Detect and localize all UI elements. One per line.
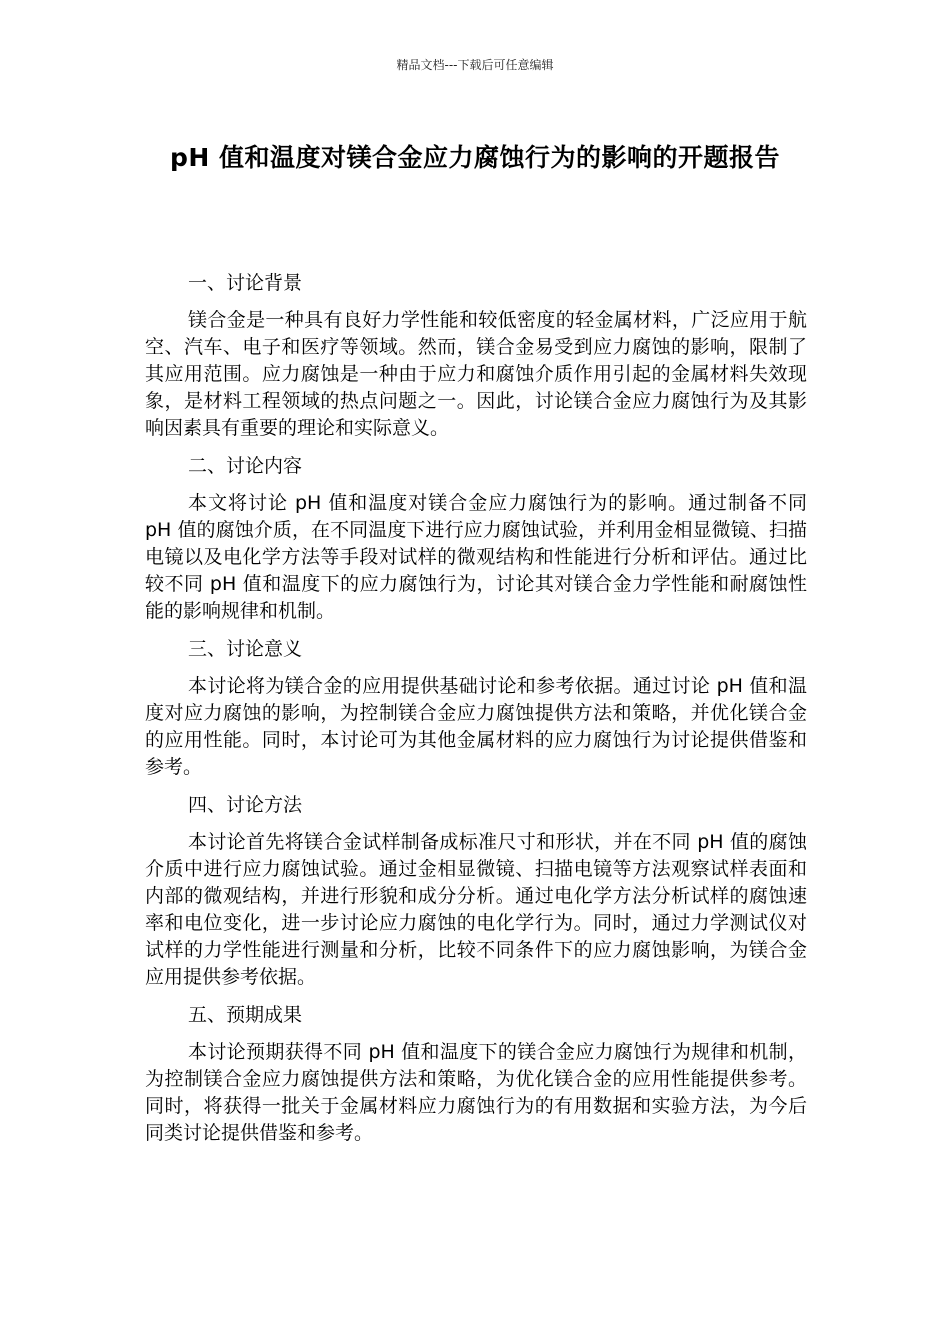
- section-paragraph: 本讨论首先将镁合金试样制备成标准尺寸和形状，并在不同 pH 值的腐蚀介质中进行应力腐蚀试验。通过金相显微镜、扫描电镜等方法观察试样表面和内部的微观结构，并进行形貌和成分分析。通过电化学方法分析试样的腐蚀速率和电位变化，进一步讨论应力腐蚀的电化学行为。同时，通过力学测试仪对试样的力学性能进行测量和分析，比较不同条件下的应力腐蚀影响，为镁合金应用提供参考依据。: [145, 831, 807, 988]
- section-heading: 一、讨论背景: [188, 272, 303, 294]
- section-paragraph: 本讨论将为镁合金的应用提供基础讨论和参考依据。通过讨论 pH 值和温度对应力腐蚀的影响，为控制镁合金应力腐蚀提供方法和策略，并优化镁合金的应用性能。同时，本讨论可为其他金属材料的应力腐蚀行为讨论提供借鉴和参考。: [145, 675, 807, 778]
- section-heading: 五、预期成果: [188, 1004, 303, 1026]
- section-significance: [145, 636, 807, 781]
- document-body: [145, 270, 807, 1158]
- header-watermark: 精品文档---下载后可任意编辑: [396, 58, 554, 72]
- section-paragraph: 镁合金是一种具有良好力学性能和较低密度的轻金属材料，广泛应用于航空、汽车、电子和医疗等领域。然而，镁合金易受到应力腐蚀的影响，限制了其应用范围。应力腐蚀是一种由于应力和腐蚀介质作用引起的金属材料失效现象，是材料工程领域的热点问题之一。因此，讨论镁合金应力腐蚀行为及其影响因素具有重要的理论和实际意义。: [145, 309, 807, 439]
- section-content: [145, 453, 807, 625]
- document-title: pH 值和温度对镁合金应力腐蚀行为的影响的开题报告: [169, 143, 781, 172]
- section-paragraph: 本讨论预期获得不同 pH 值和温度下的镁合金应力腐蚀行为规律和机制，为控制镁合金应力腐蚀提供方法和策略，为优化镁合金的应用性能提供参考。同时，将获得一批关于金属材料应力腐蚀行为的有用数据和实验方法，为今后同类讨论提供借鉴和参考。: [145, 1041, 807, 1144]
- section-methods: [145, 792, 807, 991]
- section-expected-results: [145, 1002, 807, 1147]
- section-background: [145, 270, 807, 442]
- section-heading: 二、讨论内容: [188, 455, 303, 477]
- section-heading: 三、讨论意义: [188, 638, 303, 660]
- section-heading: 四、讨论方法: [188, 794, 303, 816]
- section-paragraph: 本文将讨论 pH 值和温度对镁合金应力腐蚀行为的影响。通过制备不同 pH 值的腐蚀介质，在不同温度下进行应力腐蚀试验，并利用金相显微镜、扫描电镜以及电化学方法等手段对试样的微观结构和性能进行分析和评估。通过比较不同 pH 值和温度下的应力腐蚀行为，讨论其对镁合金力学性能和耐腐蚀性能的影响规律和机制。: [145, 492, 807, 622]
